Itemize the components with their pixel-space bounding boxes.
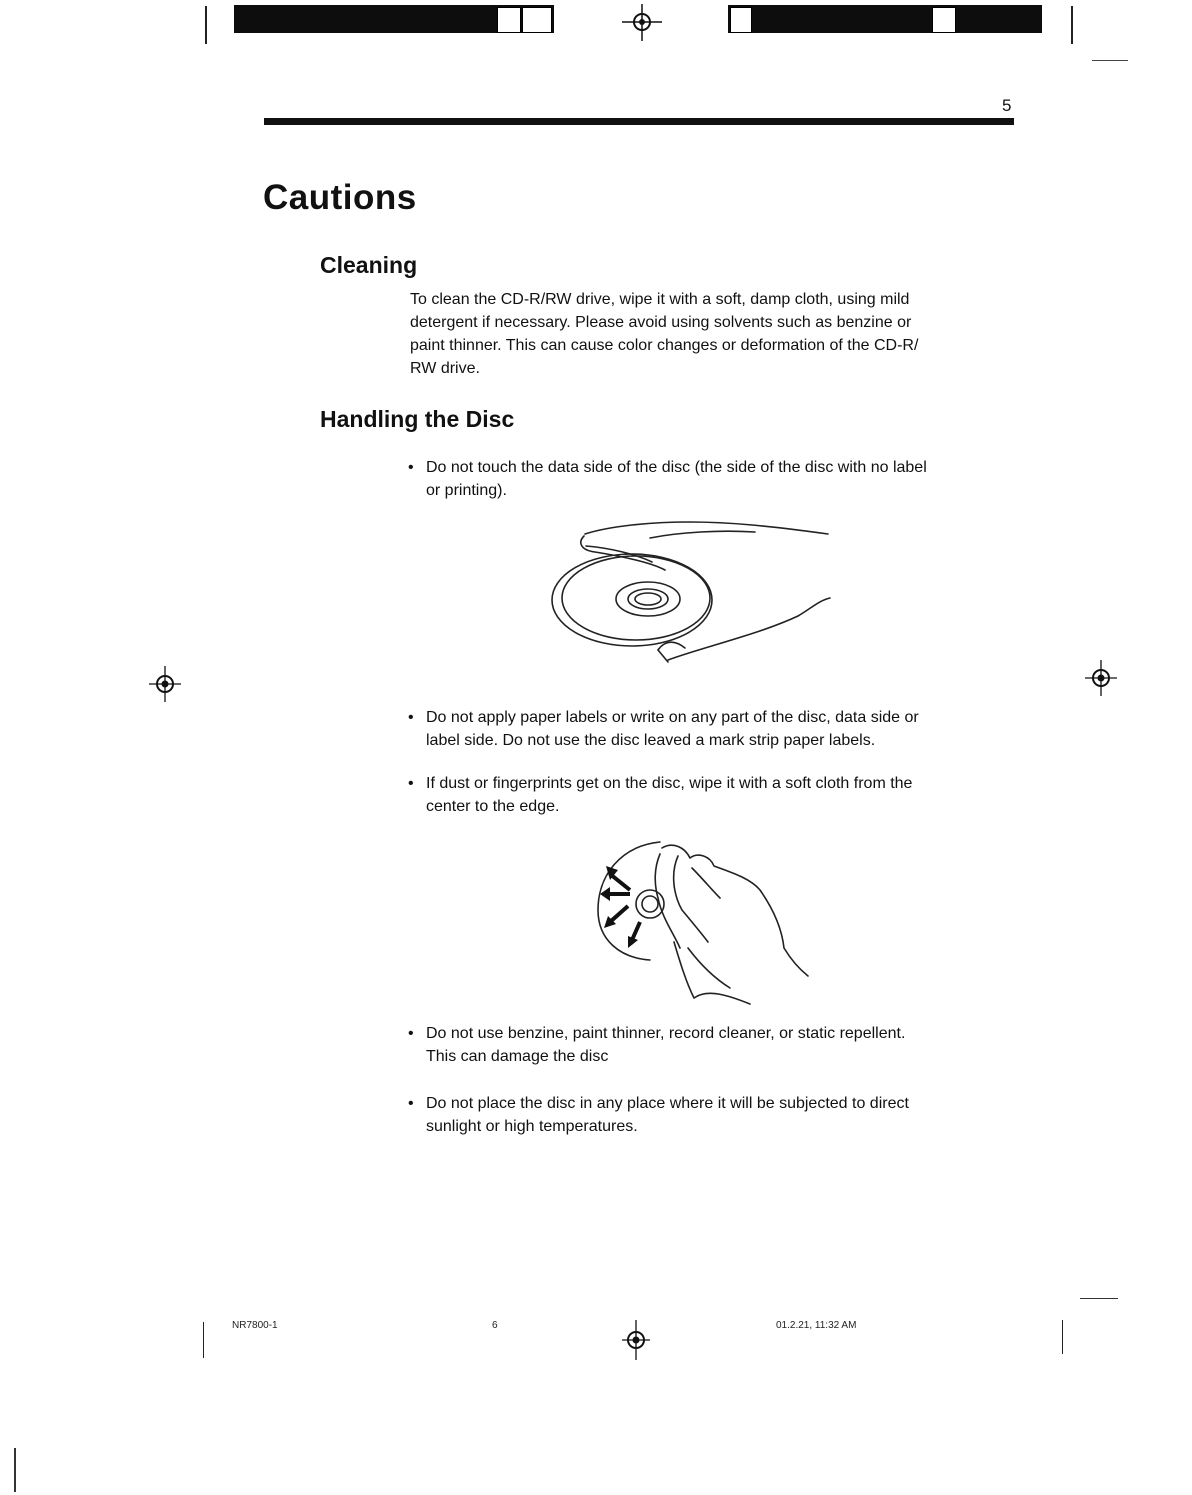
- print-color-bar-right: [728, 5, 1042, 33]
- print-color-bar-left-box: [522, 7, 552, 33]
- bullet-dot: •: [408, 1095, 414, 1112]
- print-trim-line: [1080, 1298, 1118, 1299]
- list-item-line: Do not place the disc in any place where it will be subjected to direct: [426, 1095, 909, 1112]
- print-trim-line: [1092, 60, 1128, 61]
- paragraph-line: To clean the CD-R/RW drive, wipe it with a soft, damp cloth, using mild: [410, 291, 910, 308]
- list-item-line: label side. Do not use the disc leaved a mark strip paper labels.: [426, 732, 876, 749]
- list-item-line: or printing).: [426, 482, 507, 499]
- registration-mark-icon: [620, 3, 664, 43]
- list-item-line: If dust or fingerprints get on the disc, wipe it with a soft cloth from the: [426, 775, 913, 792]
- footer-timestamp: 01.2.21, 11:32 AM: [776, 1320, 857, 1331]
- list-item-line: center to the edge.: [426, 798, 560, 815]
- list-item: [408, 1092, 1016, 1138]
- section-heading-cleaning: Cleaning: [320, 252, 418, 278]
- print-margin-line-right: [1071, 6, 1073, 44]
- registration-mark-icon: [1083, 658, 1119, 698]
- print-margin-line-right: [1062, 1320, 1063, 1354]
- print-color-bar-left-box: [497, 7, 521, 33]
- print-color-bar-right-box: [932, 7, 956, 33]
- page-title: Cautions: [263, 178, 417, 217]
- list-item: [408, 1022, 1016, 1068]
- bullet-dot: •: [408, 775, 414, 792]
- list-item-line: sunlight or high temperatures.: [426, 1118, 638, 1135]
- footer-sheet-number: 6: [492, 1320, 498, 1331]
- list-item-line: Do not apply paper labels or write on any part of the disc, data side or: [426, 709, 919, 726]
- list-item-line: Do not use benzine, paint thinner, record cleaner, or static repellent.: [426, 1025, 906, 1042]
- scan-edge-mark: [14, 1448, 16, 1492]
- disc-handling-illustration: [540, 512, 840, 672]
- disc-wiping-illustration: [590, 838, 820, 1008]
- list-item: [408, 456, 1016, 502]
- page-number: 5: [1002, 96, 1012, 115]
- bullet-dot: •: [408, 709, 414, 726]
- print-margin-line-left: [205, 6, 207, 44]
- list-item: [408, 772, 1016, 818]
- paragraph-line: paint thinner. This can cause color changes or deformation of the CD-R/: [410, 337, 919, 354]
- bullet-dot: •: [408, 459, 414, 476]
- list-item-line: Do not touch the data side of the disc (the side of the disc with no label: [426, 459, 927, 476]
- footer-doc-code: NR7800-1: [232, 1320, 278, 1331]
- cleaning-paragraph: [410, 288, 1010, 380]
- paragraph-line: detergent if necessary. Please avoid using solvents such as benzine or: [410, 314, 912, 331]
- print-margin-line-left: [203, 1322, 204, 1358]
- bullet-dot: •: [408, 1025, 414, 1042]
- section-heading-handling: Handling the Disc: [320, 406, 515, 432]
- registration-mark-icon: [618, 1318, 654, 1362]
- registration-mark-icon: [147, 664, 183, 704]
- list-item-line: This can damage the disc: [426, 1048, 609, 1065]
- header-rule: [264, 118, 1014, 125]
- list-item: [408, 706, 1016, 752]
- paragraph-line: RW drive.: [410, 360, 480, 377]
- print-color-bar-right-box: [730, 7, 752, 33]
